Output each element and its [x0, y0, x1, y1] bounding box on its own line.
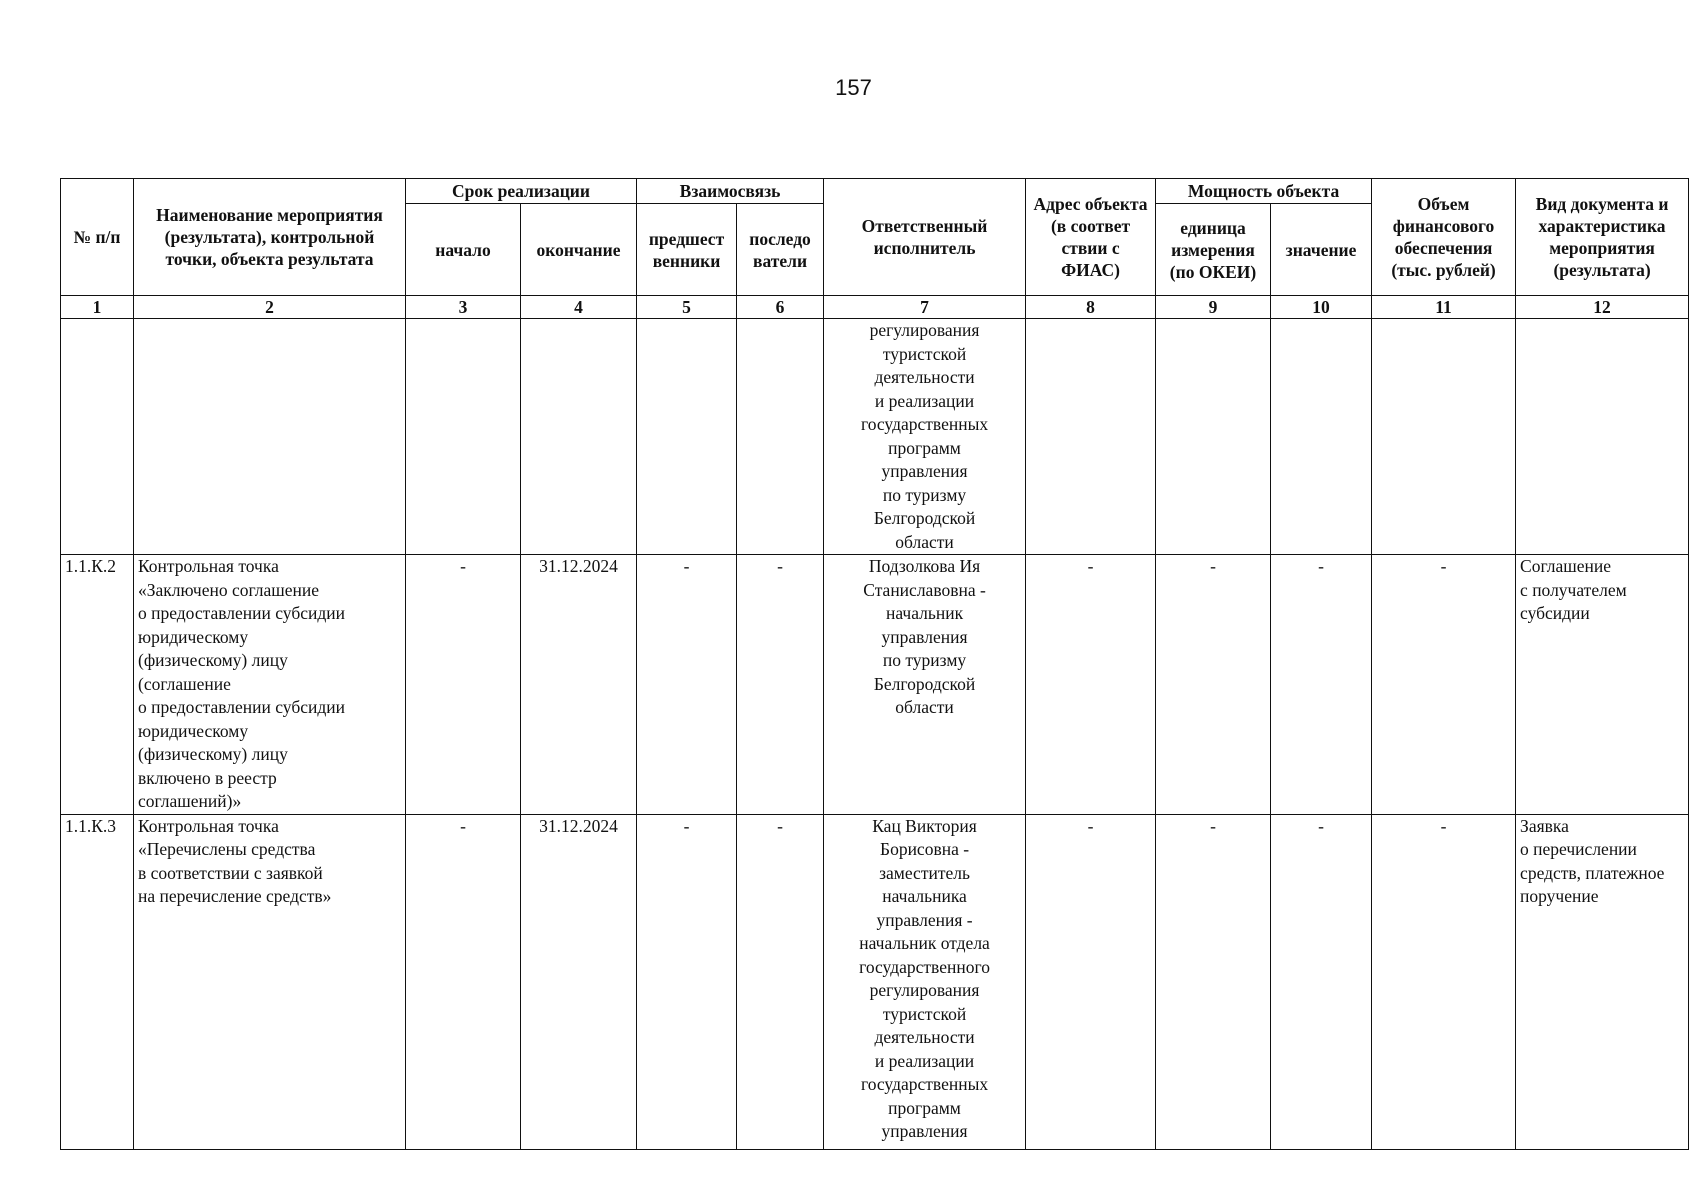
- header-link-prev: предшест венники: [637, 204, 737, 296]
- cell-text-line: о предоставлении субсидии: [138, 697, 345, 717]
- cell-text-line: государственного: [859, 956, 990, 977]
- cell-text-line: Борисовна -: [880, 839, 970, 859]
- column-number: 12: [1516, 296, 1689, 319]
- cell-unit: [1156, 319, 1271, 555]
- cell-finance: -: [1372, 555, 1516, 815]
- cell-text-line: программ: [888, 437, 961, 458]
- cell-text-line: Подзолкова Ия: [868, 556, 981, 576]
- cell-prev: -: [637, 555, 737, 815]
- header-capacity-unit: единица измерения (по ОКЕИ): [1156, 204, 1271, 296]
- table-row-continuation: [61, 319, 1689, 555]
- cell-start: -: [406, 814, 521, 1149]
- cell-text-line: начальника: [882, 886, 967, 906]
- header-doc-type: Вид документа и характеристика мероприятия (результата): [1516, 179, 1689, 296]
- cell-value: [1271, 319, 1372, 555]
- table-row: [61, 814, 1689, 1149]
- cell-value: -: [1271, 555, 1372, 815]
- cell-address: -: [1026, 814, 1156, 1149]
- cell-text-line: включено в реестр: [138, 767, 277, 788]
- cell-name: [134, 319, 406, 555]
- cell-finance: -: [1372, 814, 1516, 1149]
- cell-num: 1.1.К.3: [61, 814, 134, 1149]
- cell-text-line: начальник: [885, 603, 964, 623]
- cell-text-line: с получателем: [1520, 579, 1627, 600]
- column-number: 8: [1026, 296, 1156, 319]
- page-number: 157: [835, 75, 872, 100]
- cell-text-line: Станиславовна -: [863, 579, 986, 600]
- cell-text-line: туристской: [882, 343, 967, 364]
- column-number: 4: [521, 296, 637, 319]
- cell-text-line: программ: [888, 1097, 961, 1118]
- cell-text-line: соглашений)»: [138, 791, 242, 811]
- cell-text-line: юридическому: [138, 720, 249, 741]
- cell-text-line: государственных: [860, 414, 989, 434]
- cell-prev: [637, 319, 737, 555]
- cell-text-line: поручение: [1520, 886, 1599, 906]
- column-number: 6: [737, 296, 824, 319]
- cell-prev: -: [637, 814, 737, 1149]
- cell-text-line: средств, платежное: [1520, 862, 1665, 883]
- cell-text-line: регулирования: [869, 320, 980, 340]
- cell-text-line: управления: [881, 461, 968, 481]
- cell-end: 31.12.2024: [521, 555, 637, 815]
- cell-text-line: Заявка: [1520, 815, 1569, 836]
- cell-text-line: управления -: [876, 909, 973, 930]
- column-number: 1: [61, 296, 134, 319]
- column-numbers-row: [61, 296, 1689, 319]
- cell-text-line: субсидии: [1520, 603, 1590, 623]
- column-number: 11: [1372, 296, 1516, 319]
- cell-text-line: управления: [881, 626, 968, 647]
- activities-table: [60, 178, 1689, 1150]
- header-term-start: начало: [406, 204, 521, 296]
- cell-text-line: Белгородской: [873, 673, 976, 694]
- cell-text-line: (физическому) лицу: [138, 744, 288, 764]
- header-term-end: окончание: [521, 204, 637, 296]
- cell-text-line: по туризму: [882, 650, 967, 670]
- cell-address: [1026, 319, 1156, 555]
- cell-text-line: туристской: [882, 1003, 967, 1024]
- cell-text-line: области: [895, 531, 954, 552]
- cell-text-line: (соглашение: [138, 673, 231, 694]
- cell-text-line: юридическому: [138, 626, 249, 647]
- cell-next: [737, 319, 824, 555]
- cell-text-line: управления: [881, 1121, 968, 1141]
- cell-end: [521, 319, 637, 555]
- cell-text-line: Контрольная точка: [138, 556, 279, 576]
- cell-text-line: Контрольная точка: [138, 815, 279, 836]
- cell-start: -: [406, 555, 521, 815]
- cell-address: -: [1026, 555, 1156, 815]
- cell-text-line: на перечисление средств»: [138, 886, 332, 906]
- cell-text-line: области: [895, 697, 954, 717]
- header-address: Адрес объекта (в соответ ствии с ФИАС): [1026, 179, 1156, 296]
- cell-text-line: по туризму: [882, 484, 967, 505]
- header-capacity: Мощность объекта: [1156, 179, 1372, 204]
- column-number: 9: [1156, 296, 1271, 319]
- cell-text-line: и реализации: [874, 390, 975, 411]
- cell-text-line: Кац Виктория: [872, 815, 977, 836]
- column-number: 3: [406, 296, 521, 319]
- cell-next: -: [737, 555, 824, 815]
- header-capacity-value: значение: [1271, 204, 1372, 296]
- cell-text-line: о предоставлении субсидии: [138, 603, 345, 623]
- cell-doc: [1516, 319, 1689, 555]
- cell-responsible: [824, 814, 1026, 1149]
- cell-finance: [1372, 319, 1516, 555]
- cell-text-line: деятельности: [874, 367, 975, 387]
- column-number: 7: [824, 296, 1026, 319]
- cell-text-line: Соглашение: [1520, 556, 1611, 576]
- header-responsible: Ответственный исполнитель: [824, 179, 1026, 296]
- cell-text-line: о перечислении: [1520, 839, 1637, 859]
- cell-unit: -: [1156, 814, 1271, 1149]
- header-finance: Объем финансового обеспечения (тыс. рублей): [1372, 179, 1516, 296]
- table-row: [61, 555, 1689, 815]
- cell-text-line: «Перечислены средства: [138, 839, 316, 859]
- cell-start: [406, 319, 521, 555]
- cell-name: [134, 814, 406, 1149]
- cell-num: 1.1.К.2: [61, 555, 134, 815]
- cell-text-line: (физическому) лицу: [138, 650, 288, 670]
- header-name: Наименование мероприятия (результата), контрольной точки, объекта результата: [134, 179, 406, 296]
- cell-text-line: в соответствии с заявкой: [138, 862, 323, 883]
- header-link: Взаимосвязь: [637, 179, 824, 204]
- cell-text-line: деятельности: [874, 1027, 975, 1047]
- cell-next: -: [737, 814, 824, 1149]
- cell-text-line: заместитель: [879, 862, 970, 883]
- cell-unit: -: [1156, 555, 1271, 815]
- cell-text-line: регулирования: [869, 980, 980, 1000]
- cell-name: [134, 555, 406, 815]
- column-number: 10: [1271, 296, 1372, 319]
- cell-text-line: Белгородской: [873, 508, 976, 528]
- header-term: Срок реализации: [406, 179, 637, 204]
- header-num: № п/п: [61, 179, 134, 296]
- cell-responsible: [824, 319, 1026, 555]
- column-number: 5: [637, 296, 737, 319]
- cell-text-line: «Заключено соглашение: [138, 579, 320, 600]
- header-link-next: последо ватели: [737, 204, 824, 296]
- cell-doc: [1516, 555, 1689, 815]
- cell-text-line: и реализации: [874, 1050, 975, 1071]
- cell-value: -: [1271, 814, 1372, 1149]
- table-header: [61, 179, 1689, 319]
- cell-text-line: начальник отдела: [859, 933, 990, 953]
- cell-end: 31.12.2024: [521, 814, 637, 1149]
- cell-num: [61, 319, 134, 555]
- cell-text-line: государственных: [860, 1074, 989, 1094]
- cell-doc: [1516, 814, 1689, 1149]
- column-number: 2: [134, 296, 406, 319]
- cell-responsible: [824, 555, 1026, 815]
